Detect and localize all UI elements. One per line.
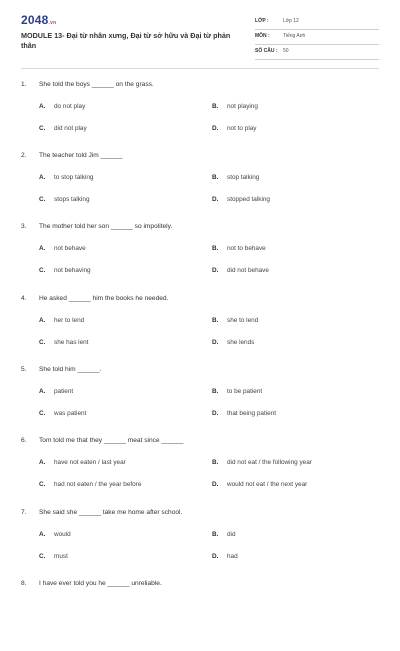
option-letter: D. [212,481,219,488]
meta-row-class [255,15,379,30]
option-letter: D. [212,410,219,417]
option-letter: C. [39,410,46,417]
meta-key: MÔN : [255,33,270,39]
option-text: did not eat / the following year [227,459,312,466]
option-text: her to lend [54,317,85,324]
question-item [0,580,400,651]
question-number: 4. [21,295,27,302]
option-text: did [227,531,236,538]
option-letter: A. [39,459,46,466]
question-item [0,223,400,294]
option-letter: B. [212,388,219,395]
page-header [0,0,400,68]
logo-domain: .vn [48,20,57,26]
logo-text: 2048 [21,13,49,27]
option-letter: A. [39,245,46,252]
option-letter: C. [39,481,46,488]
option-letter: A. [39,388,46,395]
option-text: she has lent [54,339,89,346]
option-text: do not play [54,103,86,110]
meta-value: Lớp 12 [283,18,299,24]
meta-value: Tiếng Anh [283,33,306,39]
option-letter: B. [212,317,219,324]
question-number: 1. [21,81,27,88]
meta-key: LỚP : [255,18,269,24]
question-text: I have ever told you he ______ unreliable. [39,580,162,587]
option-text: would [54,531,71,538]
option-text: to be patient [227,388,263,395]
option-text: she lends [227,339,255,346]
question-text: She said she ______ take me home after school. [39,509,183,516]
option-letter: C. [39,339,46,346]
option-letter: B. [212,459,219,466]
question-number: 8. [21,580,27,587]
question-number: 7. [21,509,27,516]
header-divider [21,68,379,69]
question-item [0,152,400,223]
meta-info [255,15,379,60]
option-text: not to behave [227,245,266,252]
option-text: must [54,553,68,560]
question-item [0,295,400,366]
option-text: did not play [54,125,87,132]
option-text: had [227,553,238,560]
option-text: stopped talking [227,196,270,203]
option-letter: C. [39,196,46,203]
question-item [0,81,400,152]
option-letter: A. [39,103,46,110]
option-letter: B. [212,174,219,181]
question-number: 6. [21,437,27,444]
option-text: was patient [54,410,87,417]
question-text: The mother told her son ______ so impolitely. [39,223,173,230]
question-text: He asked ______ him the books he needed. [39,295,169,302]
option-letter: D. [212,125,219,132]
option-text: stop talking [227,174,260,181]
meta-row-count [255,45,379,60]
question-number: 2. [21,152,27,159]
site-logo[interactable] [21,13,56,27]
option-letter: C. [39,553,46,560]
option-text: patient [54,388,74,395]
option-text: not behave [54,245,86,252]
option-letter: D. [212,553,219,560]
option-text: not to play [227,125,257,132]
option-letter: D. [212,267,219,274]
option-text: to stop talking [54,174,94,181]
option-letter: A. [39,531,46,538]
meta-row-subject [255,30,379,45]
option-text: had not eaten / the year before [54,481,142,488]
option-text: that being patient [227,410,277,417]
option-letter: C. [39,125,46,132]
option-letter: A. [39,174,46,181]
option-letter: D. [212,196,219,203]
question-text: She told him ______. [39,366,102,373]
question-number: 3. [21,223,27,230]
question-item [0,437,400,508]
option-letter: D. [212,339,219,346]
option-text: she to lend [227,317,259,324]
option-text: not playing [227,103,258,110]
question-number: 5. [21,366,27,373]
option-text: have not eaten / last year [54,459,126,466]
question-text: The teacher told Jim ______ [39,152,123,159]
question-text: She told the boys ______ on the grass. [39,81,154,88]
option-text: stops talking [54,196,90,203]
option-letter: B. [212,531,219,538]
module-title: MODULE 13- Đại từ nhân xưng, Đại từ sở hữu và Đại từ phản thân [21,31,231,50]
option-text: did not behave [227,267,269,274]
meta-value: 50 [283,48,289,54]
option-letter: C. [39,267,46,274]
question-item [0,366,400,437]
option-text: not behaving [54,267,91,274]
option-letter: B. [212,245,219,252]
question-item [0,509,400,580]
question-text: Tom told me that they ______ meat since ______ [39,437,184,444]
option-text: would not eat / the next year [227,481,308,488]
meta-key: SỐ CÂU : [255,48,278,54]
option-letter: B. [212,103,219,110]
option-letter: A. [39,317,46,324]
